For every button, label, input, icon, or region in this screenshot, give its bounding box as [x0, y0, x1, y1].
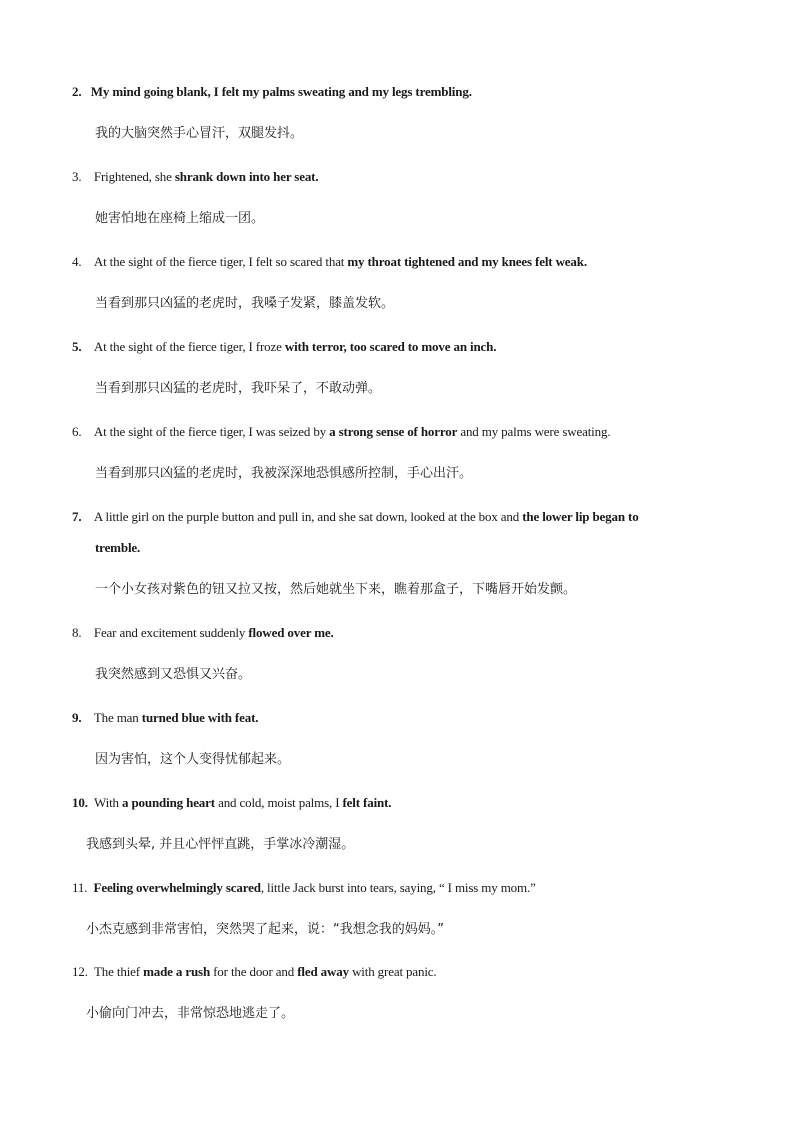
item-5-english	[72, 338, 496, 356]
item-2-number: 2.	[72, 84, 82, 99]
item-11-text-end: , little Jack burst into tears, saying, “ I miss my mom.”	[260, 880, 536, 895]
item-2-english	[72, 83, 472, 101]
item-10-text: With	[94, 795, 122, 810]
item-6-chinese: 当看到那只凶猛的老虎时，我被深深地恐惧感所控制，手心出汗。	[95, 466, 473, 481]
item-2-bold-phrase: My mind going blank, I felt my palms sweating and my legs trembling.	[90, 84, 472, 99]
item-8-english	[72, 624, 334, 642]
item-8-number: 8.	[72, 625, 82, 640]
item-3-number: 3.	[72, 169, 82, 184]
item-12-chinese: 小偷向门冲去，非常惊恐地逃走了。	[86, 1006, 295, 1021]
item-5-text: At the sight of the fierce tiger, I froze	[93, 339, 285, 354]
item-7-number: 7.	[72, 509, 82, 524]
item-9-chinese: 因为害怕，这个人变得忧郁起来。	[95, 752, 291, 767]
item-11-bold-phrase: Feeling overwhelmingly scared	[93, 880, 261, 895]
item-10-number: 10.	[72, 795, 88, 810]
item-6-text: At the sight of the fierce tiger, I was seized by	[93, 424, 330, 439]
item-4-text: At the sight of the fierce tiger, I felt so scared that	[93, 254, 348, 269]
item-12-number: 12.	[72, 964, 88, 979]
item-3-chinese: 她害怕地在座椅上缩成一团。	[95, 211, 265, 226]
item-4-bold-phrase: my throat tightened and my knees felt weak.	[347, 254, 587, 269]
item-9-english	[72, 709, 258, 727]
item-12-text: The thief	[94, 964, 144, 979]
item-8-text: Fear and excitement suddenly	[93, 625, 249, 640]
item-10-bold-phrase: a pounding heart	[122, 795, 215, 810]
item-11-english	[72, 879, 536, 897]
item-7-english-cont	[95, 539, 140, 557]
item-12-bold-phrase: made a rush	[143, 964, 211, 979]
item-7-text: A little girl on the purple button and pull in, and she sat down, looked at the box and	[93, 509, 523, 524]
item-12-bold-tail: fled away	[297, 964, 349, 979]
item-10-chinese: 我感到头晕, 并且心怦怦直跳，手掌冰冷潮湿。	[86, 837, 355, 852]
item-12-english	[72, 963, 437, 981]
item-4-number: 4.	[72, 254, 82, 269]
item-9-bold-phrase: turned blue with feat.	[141, 710, 259, 725]
item-6-english	[72, 423, 610, 441]
item-7-chinese: 一个小女孩对紫色的钮又拉又按，然后她就坐下来，瞧着那盒子，下嘴唇开始发颤。	[95, 582, 577, 597]
item-9-text: The man	[93, 710, 142, 725]
item-7-english	[72, 508, 639, 526]
item-7-bold-cont: tremble.	[95, 540, 141, 555]
item-8-bold-phrase: flowed over me.	[248, 625, 334, 640]
item-5-number: 5.	[72, 339, 82, 354]
item-3-english	[72, 168, 318, 186]
item-4-chinese: 当看到那只凶猛的老虎时，我嗓子发紧，膝盖发软。	[95, 296, 395, 311]
item-10-bold-tail: felt faint.	[342, 795, 392, 810]
item-11-chinese: 小杰克感到非常害怕，突然哭了起来，说：“我想念我的妈妈。”	[86, 922, 444, 937]
item-12-text-mid: for the door and	[210, 964, 298, 979]
item-8-chinese: 我突然感到又恐惧又兴奋。	[95, 667, 252, 682]
item-4-english	[72, 253, 587, 271]
item-6-number: 6.	[72, 424, 82, 439]
item-11-number: 11.	[72, 880, 88, 895]
item-9-number: 9.	[72, 710, 82, 725]
item-5-bold-phrase: with terror, too scared to move an inch.	[284, 339, 497, 354]
item-3-text: Frightened, she	[93, 169, 175, 184]
item-5-chinese: 当看到那只凶猛的老虎时，我吓呆了，不敢动弹。	[95, 381, 382, 396]
item-2-chinese: 我的大脑突然手心冒汗，双腿发抖。	[95, 126, 304, 141]
item-6-text-end: and my palms were sweating.	[457, 424, 611, 439]
item-12-text-end: with great panic.	[348, 964, 437, 979]
item-10-text-mid: and cold, moist palms, I	[214, 795, 343, 810]
item-10-english	[72, 794, 391, 812]
item-6-bold-phrase: a strong sense of horror	[329, 424, 458, 439]
item-3-bold-phrase: shrank down into her seat.	[174, 169, 319, 184]
item-7-bold-phrase: the lower lip began to	[522, 509, 639, 524]
